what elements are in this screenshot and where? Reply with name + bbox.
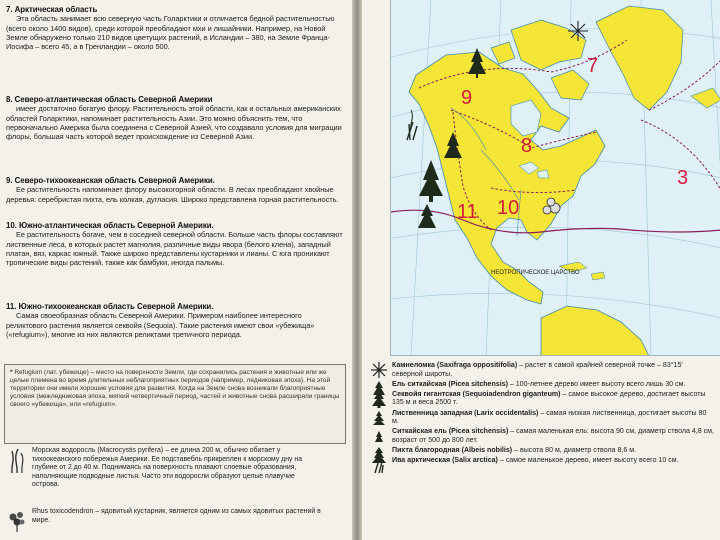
book-gutter	[352, 0, 362, 540]
south-america-shape	[541, 306, 649, 356]
footnote-bullet: *	[10, 369, 13, 376]
map-sequoia-icon	[419, 160, 443, 202]
map-willow-icon	[407, 122, 417, 140]
region-label-7: 7	[587, 55, 599, 77]
section-9-title: 9. Северо-тихоокеанская область Северной Америки.	[6, 176, 215, 185]
snowflake-icon	[370, 362, 388, 379]
section-7-text: Эта область занимает всю северную часть Голарктики и отличается бедной растительностью (всего около 1400 видов), среди которой преобладают мхи и лишайники. Например, на Новой Земле обнаружено только 210 видов цветущих растений, в Исландии – 380, на Земле Франца-Иосифа – всего 45, а в Гренландии – около 500.	[6, 14, 335, 51]
neotropic-label: НЕОТРОПИЧЕСКОЕ ЦАРСТВО	[491, 270, 580, 276]
legend-item	[368, 447, 714, 456]
section-10-text: Ее растительность богаче, чем в соседней северной области. Больше часть флоры составляют лиственные леса, в которых растет магнолия, различные виды явора (белого клена), западный платан, вяз, каркас южный. Также широко представлены кустарники и лианы. С юга проникают тропические виды растений, также как бамбуки, иногда пальмы.	[6, 230, 343, 267]
legend-desc: – самая низкая лиственница, достигает высоты 80 м.	[392, 409, 707, 426]
poison-shrub-icon	[6, 508, 28, 534]
legend-item	[368, 457, 714, 466]
sequoia-icon	[370, 391, 388, 408]
legend-name: Ситкайская ель (Picea sitchensis)	[392, 428, 509, 436]
willow-icon	[370, 457, 388, 474]
legend-desc: – 100-летнее дерево имеет высоту всего лишь 30 см.	[507, 380, 686, 388]
footnote-text: Refugium (лат. убежище) – место на поверхности Земли, где сохранились растения и животные или же целые племена во время длительных неблагоприятных периодов (например, ледниковая эпоха). На этой территории они имели хорошие условия для развития. Когда на Земле снова возникали благоприятные условия (межледниковая эпоха, мягкий четвертичный период, частей и животные снова расширяли границы своего «убежища», или «refugium».	[10, 369, 340, 409]
section-8-title: 8. Северо-атлантическая область Северной Америки	[6, 95, 213, 104]
section-8	[6, 95, 344, 141]
rhus-note	[6, 508, 324, 525]
section-7	[6, 5, 344, 51]
legend-desc: – самое маленькое дерево, имеет высоту всего 10 см.	[497, 457, 679, 465]
region-label-11: 11	[457, 201, 478, 223]
section-10	[6, 221, 344, 267]
rhus-note-text: Rhus toxicodendron – ядовитый кустарник, является одним из самых ядовитых растений в мире.	[32, 508, 321, 524]
legend-item	[368, 381, 714, 390]
section-7-title: 7. Арктическая область	[6, 5, 98, 14]
legend-desc: – растет в самой крайней северной точке – 83°15' северной широты.	[392, 362, 683, 378]
right-page	[362, 0, 720, 540]
greenland-shape	[596, 6, 683, 110]
spruce-small-icon	[370, 428, 388, 445]
kelp-note-text: Морская водоросль (Macrocystis pyrifera) – ее длина 200 м, обычно обитает у тихоокеанского побережья Америки. Ее подставебль прикреплен к морскому дну на глубине от 2 до 40 м. Поднимаясь на поверхность плавают слоевые образования, наполняющие подводные листья. Часто эти водоросли образуют целые плавучие острова.	[32, 447, 303, 489]
kelp-note	[6, 447, 324, 490]
legend-desc: – высота 80 м, диаметр ствола 8,6 м.	[512, 446, 637, 454]
section-11-title: 11. Южно-тихоокеанская область Северной Америки.	[6, 302, 214, 311]
legend-name: Ива арктическая (Salix arctica)	[392, 457, 498, 465]
north-america-map	[391, 0, 720, 356]
larch-icon	[370, 410, 388, 427]
region-label-9: 9	[461, 87, 473, 109]
snowflake-icon	[568, 21, 588, 41]
legend-name: Камнеломка (Saxifraga oppositifolia)	[392, 362, 518, 369]
section-11-text: Самая своеобразная область Северной Америки. Примером наиболее интересного реликтового растения является секвойя (Sequoia). Такие растения имеют свои «убежища» («refugium»), многие из них являются реликтами третичного периода.	[6, 311, 315, 339]
legend-desc: – самая маленькая ель: высота 90 см, диаметр ствола 4,8 см, возраст от 500 до 800 лет.	[392, 428, 714, 444]
region-label-3: 3	[677, 167, 689, 189]
legend-name: Пихта благородная (Albeis nobilis)	[392, 446, 513, 454]
legend-item	[368, 428, 714, 445]
floristic-map	[390, 0, 720, 356]
map-fir-icon	[418, 204, 436, 228]
legend-desc: – самое высокое дерево, достигает высоты 135 м и веса 2500 т.	[392, 390, 706, 407]
section-9-text: Ее растительность напоминает флору высокогорной области. В лесах преобладают хвойные деревья: серебристая пихта, ель колкая, дугласия. Широко представлена горная растительность.	[6, 185, 339, 204]
refugium-footnote	[4, 364, 346, 444]
region-label-10: 10	[497, 197, 520, 219]
legend-name: Лиственница западная (Larix occidentalis)	[392, 409, 539, 417]
legend-name: Ель ситкайская (Picea sitchensis)	[392, 380, 508, 388]
section-8-text: имеет достаточно богатую флору. Растительность этой области, как и остальных американских областей Голарктики, напоминает растительность Азии. Это можно объяснить тем, что первоначально Америка была соединена с Северной Азией, что создавало условия для миграции флоры, большая часть которой ведет происхождение из Северной Азии.	[6, 104, 342, 141]
seaweed-icon	[6, 447, 28, 473]
left-page	[0, 0, 352, 540]
section-11	[6, 302, 344, 339]
legend-item	[368, 410, 714, 427]
legend-item	[368, 391, 714, 408]
legend-name: Секвойя гигантская (Sequoiadendron giganteum)	[392, 390, 561, 398]
section-9	[6, 176, 344, 204]
section-10-title: 10. Южно-атлантическая область Северной Америки.	[6, 221, 214, 230]
plant-legend	[368, 362, 714, 467]
region-label-8: 8	[521, 135, 533, 157]
legend-item	[368, 362, 714, 379]
